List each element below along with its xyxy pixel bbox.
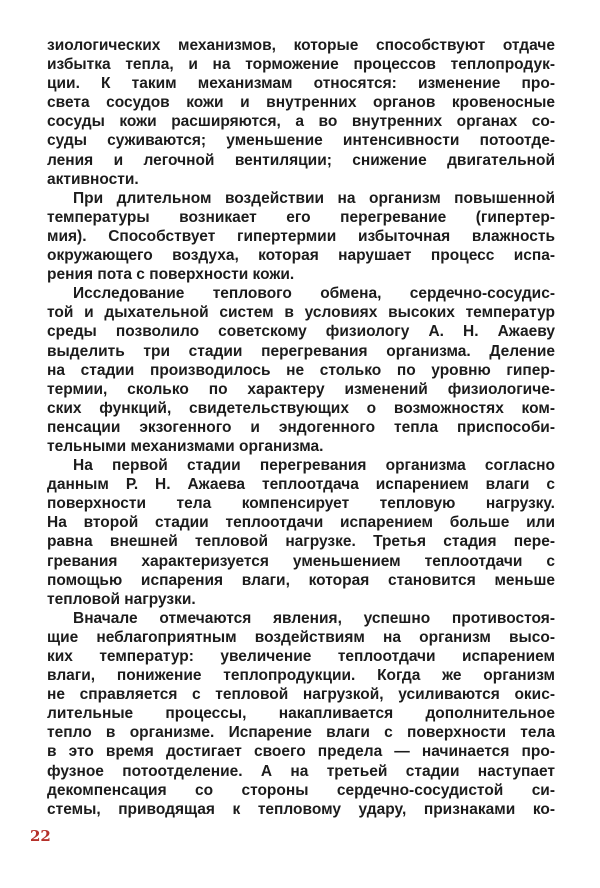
- text-line: суды суживаются; уменьшение интенсивности потоотде-: [47, 132, 555, 150]
- text-line: При длительном воздействии на организм повышенной: [73, 189, 555, 207]
- text-line: ления и легочной вентиляции; снижение двигательной: [47, 151, 555, 169]
- page-body-text: [47, 36, 555, 819]
- text-line: выделить три стадии перегревания организма. Деление: [47, 342, 555, 360]
- text-line: На первой стадии перегревания организма согласно: [73, 457, 555, 475]
- text-line: данным Р. Н. Ажаева теплоотдача испарением влаги с: [47, 476, 555, 494]
- text-line: термии, сколько по характеру изменений физиологиче-: [47, 380, 555, 398]
- text-line: поверхности тела компенсирует тепловую нагрузку.: [47, 495, 555, 513]
- text-line: фузное потоотделение. А на третьей стадии наступает: [47, 762, 555, 780]
- text-line: тепловой нагрузки.: [47, 590, 196, 608]
- text-line: на стадии производилось не столько по уровню гипер-: [47, 361, 555, 379]
- text-line: в это время достигает своего предела — начинается про-: [47, 743, 555, 761]
- text-line: света сосудов кожи и внутренних органов кровеносные: [47, 94, 555, 112]
- text-line: ских функций, свидетельствующих о возможностях ком-: [47, 399, 555, 417]
- paragraph: [47, 284, 555, 456]
- text-line: среды позволило советскому физиологу А. Н. Ажаеву: [47, 323, 555, 341]
- text-line: Вначале отмечаются явления, успешно противостоя-: [73, 609, 555, 627]
- text-line: рения пота с поверхности кожи.: [47, 266, 295, 284]
- paragraph: [47, 456, 555, 609]
- text-line: температуры возникает его перегревание (гипертер-: [47, 208, 555, 226]
- text-line: не справляется с тепловой нагрузкой, усиливаются окис-: [47, 686, 555, 704]
- text-line: окружающего воздуха, которая нарушает процесс испа-: [47, 247, 555, 265]
- text-line: ких температур: увеличение теплоотдачи испарением: [47, 648, 555, 665]
- text-line: На второй стадии теплоотдачи испарением больше или: [47, 514, 555, 532]
- paragraph: [47, 609, 555, 819]
- text-line: щие неблагоприятным воздействиям на организм высо-: [47, 628, 555, 646]
- text-line: ции. К таким механизмам относятся: изменение про-: [47, 75, 555, 93]
- paragraph: [47, 189, 555, 284]
- text-line: влаги, понижение теплопродукции. Когда же организм: [47, 667, 555, 685]
- text-line: тельными механизмами организма.: [47, 437, 324, 455]
- paragraph: [47, 36, 555, 189]
- text-line: мия). Способствует гипертермии избыточная влажность: [47, 227, 555, 245]
- text-line: Исследование теплового обмена, сердечно-сосудис-: [73, 285, 555, 303]
- text-line: помощью испарения влаги, которая становится меньше: [47, 571, 555, 589]
- text-line: гревания характеризуется уменьшением теплоотдачи с: [47, 552, 555, 570]
- text-line: стемы, приводящая к тепловому удару, признаками ко-: [47, 800, 555, 818]
- text-line: равна внешней тепловой нагрузке. Третья стадия пере-: [47, 533, 555, 551]
- text-line: сосуды кожи расширяются, а во внутренних органах со-: [47, 113, 555, 131]
- text-line: активности.: [47, 170, 139, 188]
- text-line: избытка тепла, и на торможение процессов теплопродук-: [47, 56, 555, 74]
- text-line: лительные процессы, накапливается дополнительное: [47, 705, 555, 723]
- text-line: той и дыхательной систем в условиях высоких температур: [47, 304, 555, 322]
- text-line: декомпенсация со стороны сердечно-сосудистой си-: [47, 781, 555, 799]
- text-line: зиологических механизмов, которые способствуют отдаче: [47, 37, 555, 54]
- text-line: тепло в организме. Испарение влаги с поверхности тела: [47, 724, 555, 742]
- text-line: пенсации экзогенного и эндогенного тепла приспособи-: [47, 418, 555, 436]
- page-number: 22: [30, 827, 51, 845]
